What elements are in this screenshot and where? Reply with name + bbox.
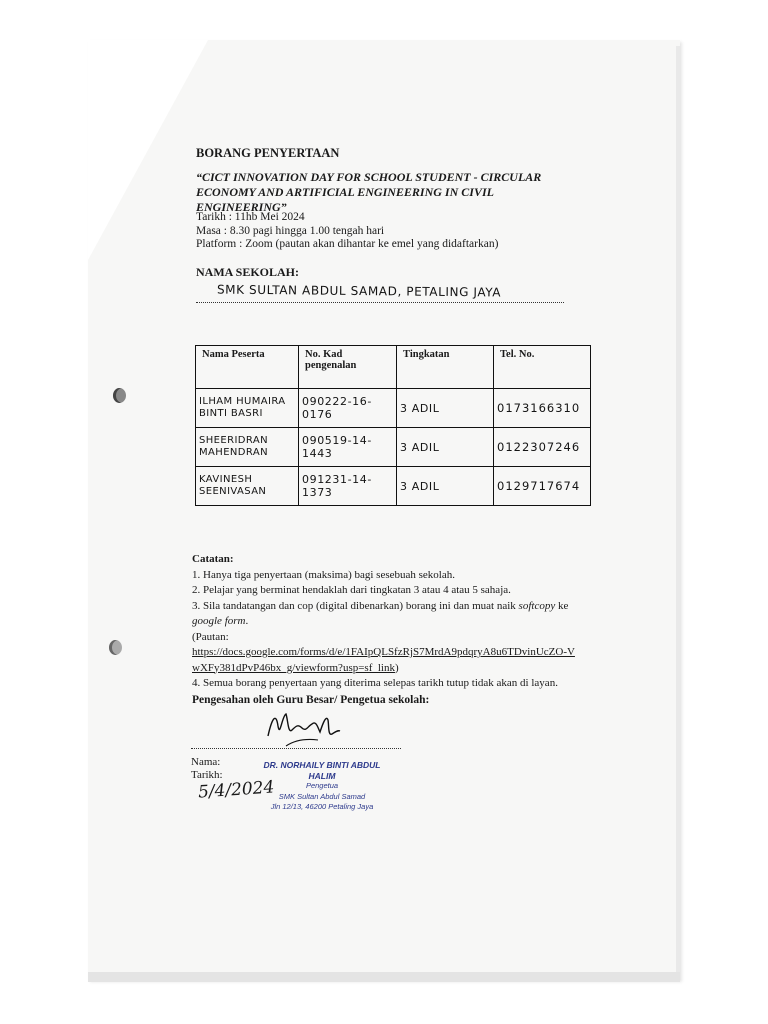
notes-section [192,552,582,692]
school-label: NAMA SEKOLAH: [196,265,300,279]
note-item [192,645,582,676]
participant-tel: 0122307246 [494,428,591,467]
event-date: Tarikh : 11hb Mei 2024 [196,211,305,223]
school-name: SMK SULTAN ABDUL SAMAD, PETALING JAYA [216,282,502,300]
date-label: Tarikh: [191,769,223,781]
participant-name: SHEERIDRAN MAHENDRAN [196,428,299,467]
stamp-school: SMK Sultan Abdul Samad [278,791,366,801]
participant-name: ILHAM HUMAIRA BINTI BASRI [196,389,299,428]
note-item: 2. Pelajar yang berminat hendaklah dari tingkatan 3 atau 4 atau 5 sahaja. [192,584,511,596]
participants-table [195,345,591,506]
note-text: 3. Sila tandatangan dan cop (digital dibenarkan) borang ini dan muat naik [192,599,516,612]
notes-label: Catatan: [192,553,234,565]
col-header-tel: Tel. No. [494,346,591,389]
event-info [196,211,498,252]
approval-label: Pengesahan oleh Guru Besar/ Pengetua sekolah: [192,694,430,706]
participant-tel: 0129717674 [494,467,591,506]
participant-tel: 0173166310 [494,389,591,428]
paper-bottom-edge [88,972,680,982]
google-form-link[interactable]: https://docs.google.com/forms/d/e/1FAIpQLSfzRjS7MrdA9pdqryA8u6TDvinUcZO-VwXFy381dPvP46bx_g/viewform?usp=sf_link [192,646,575,674]
signature [262,706,342,748]
participant-tingkatan: 3 ADIL [397,389,494,428]
col-header-name: Nama Peserta [196,346,299,389]
note-period: . [245,615,249,627]
paper-fold [88,40,208,260]
table-row [196,389,591,428]
participant-ic: 090222-16-0176 [299,389,397,428]
table-header-row [196,346,591,389]
note-item: 4. Semua borang penyertaan yang diterima selepas tarikh tutup tidak akan di layan. [192,677,558,689]
table-row [196,467,591,506]
paper-edge [676,46,681,980]
col-header-ic: No. Kad pengenalan [299,346,397,389]
event-platform: Platform : Zoom (pautan akan dihantar ke emel yang didaftarkan) [196,238,499,250]
note-softcopy: softcopy [518,599,556,612]
note-item: 1. Hanya tiga penyertaan (maksima) bagi sesebuah sekolah. [192,568,455,581]
note-item [192,599,582,630]
participant-ic: 090519-14-1443 [299,428,397,467]
participant-name: KAVINESH SEENIVASAN [196,467,299,506]
col-header-tingkatan: Tingkatan [397,346,494,389]
school-underline [196,302,564,303]
note-text: ke [557,599,569,612]
participant-ic: 091231-14-1373 [299,467,397,506]
punch-hole [109,640,122,655]
official-stamp [256,760,388,813]
table-row [196,428,591,467]
name-label: Nama: [191,756,221,768]
event-time: Masa : 8.30 pagi hingga 1.00 tengah hari [196,224,385,237]
note-item: (Pautan: [192,630,229,643]
signature-line [191,748,401,749]
handwritten-date: 5/4/2024 [197,777,275,803]
form-heading: BORANG PENYERTAAN [196,146,340,160]
event-title: “CICT INNOVATION DAY FOR SCHOOL STUDENT - CIRCULAR ECONOMY AND ARTIFICIAL ENGINEERING IN CIVIL ENGINEERING” [196,170,542,214]
note-close-paren: ) [394,661,399,674]
participant-tingkatan: 3 ADIL [397,428,494,467]
punch-hole [113,388,126,403]
stamp-title: Pengetua [305,781,339,790]
participant-tingkatan: 3 ADIL [397,467,494,506]
stamp-address: Jln 12/13, 46200 Petaling Jaya [270,802,374,811]
note-google-form: google form [192,615,246,627]
stamp-name: DR. NORHAILY BINTI ABDUL HALIM [263,760,381,781]
